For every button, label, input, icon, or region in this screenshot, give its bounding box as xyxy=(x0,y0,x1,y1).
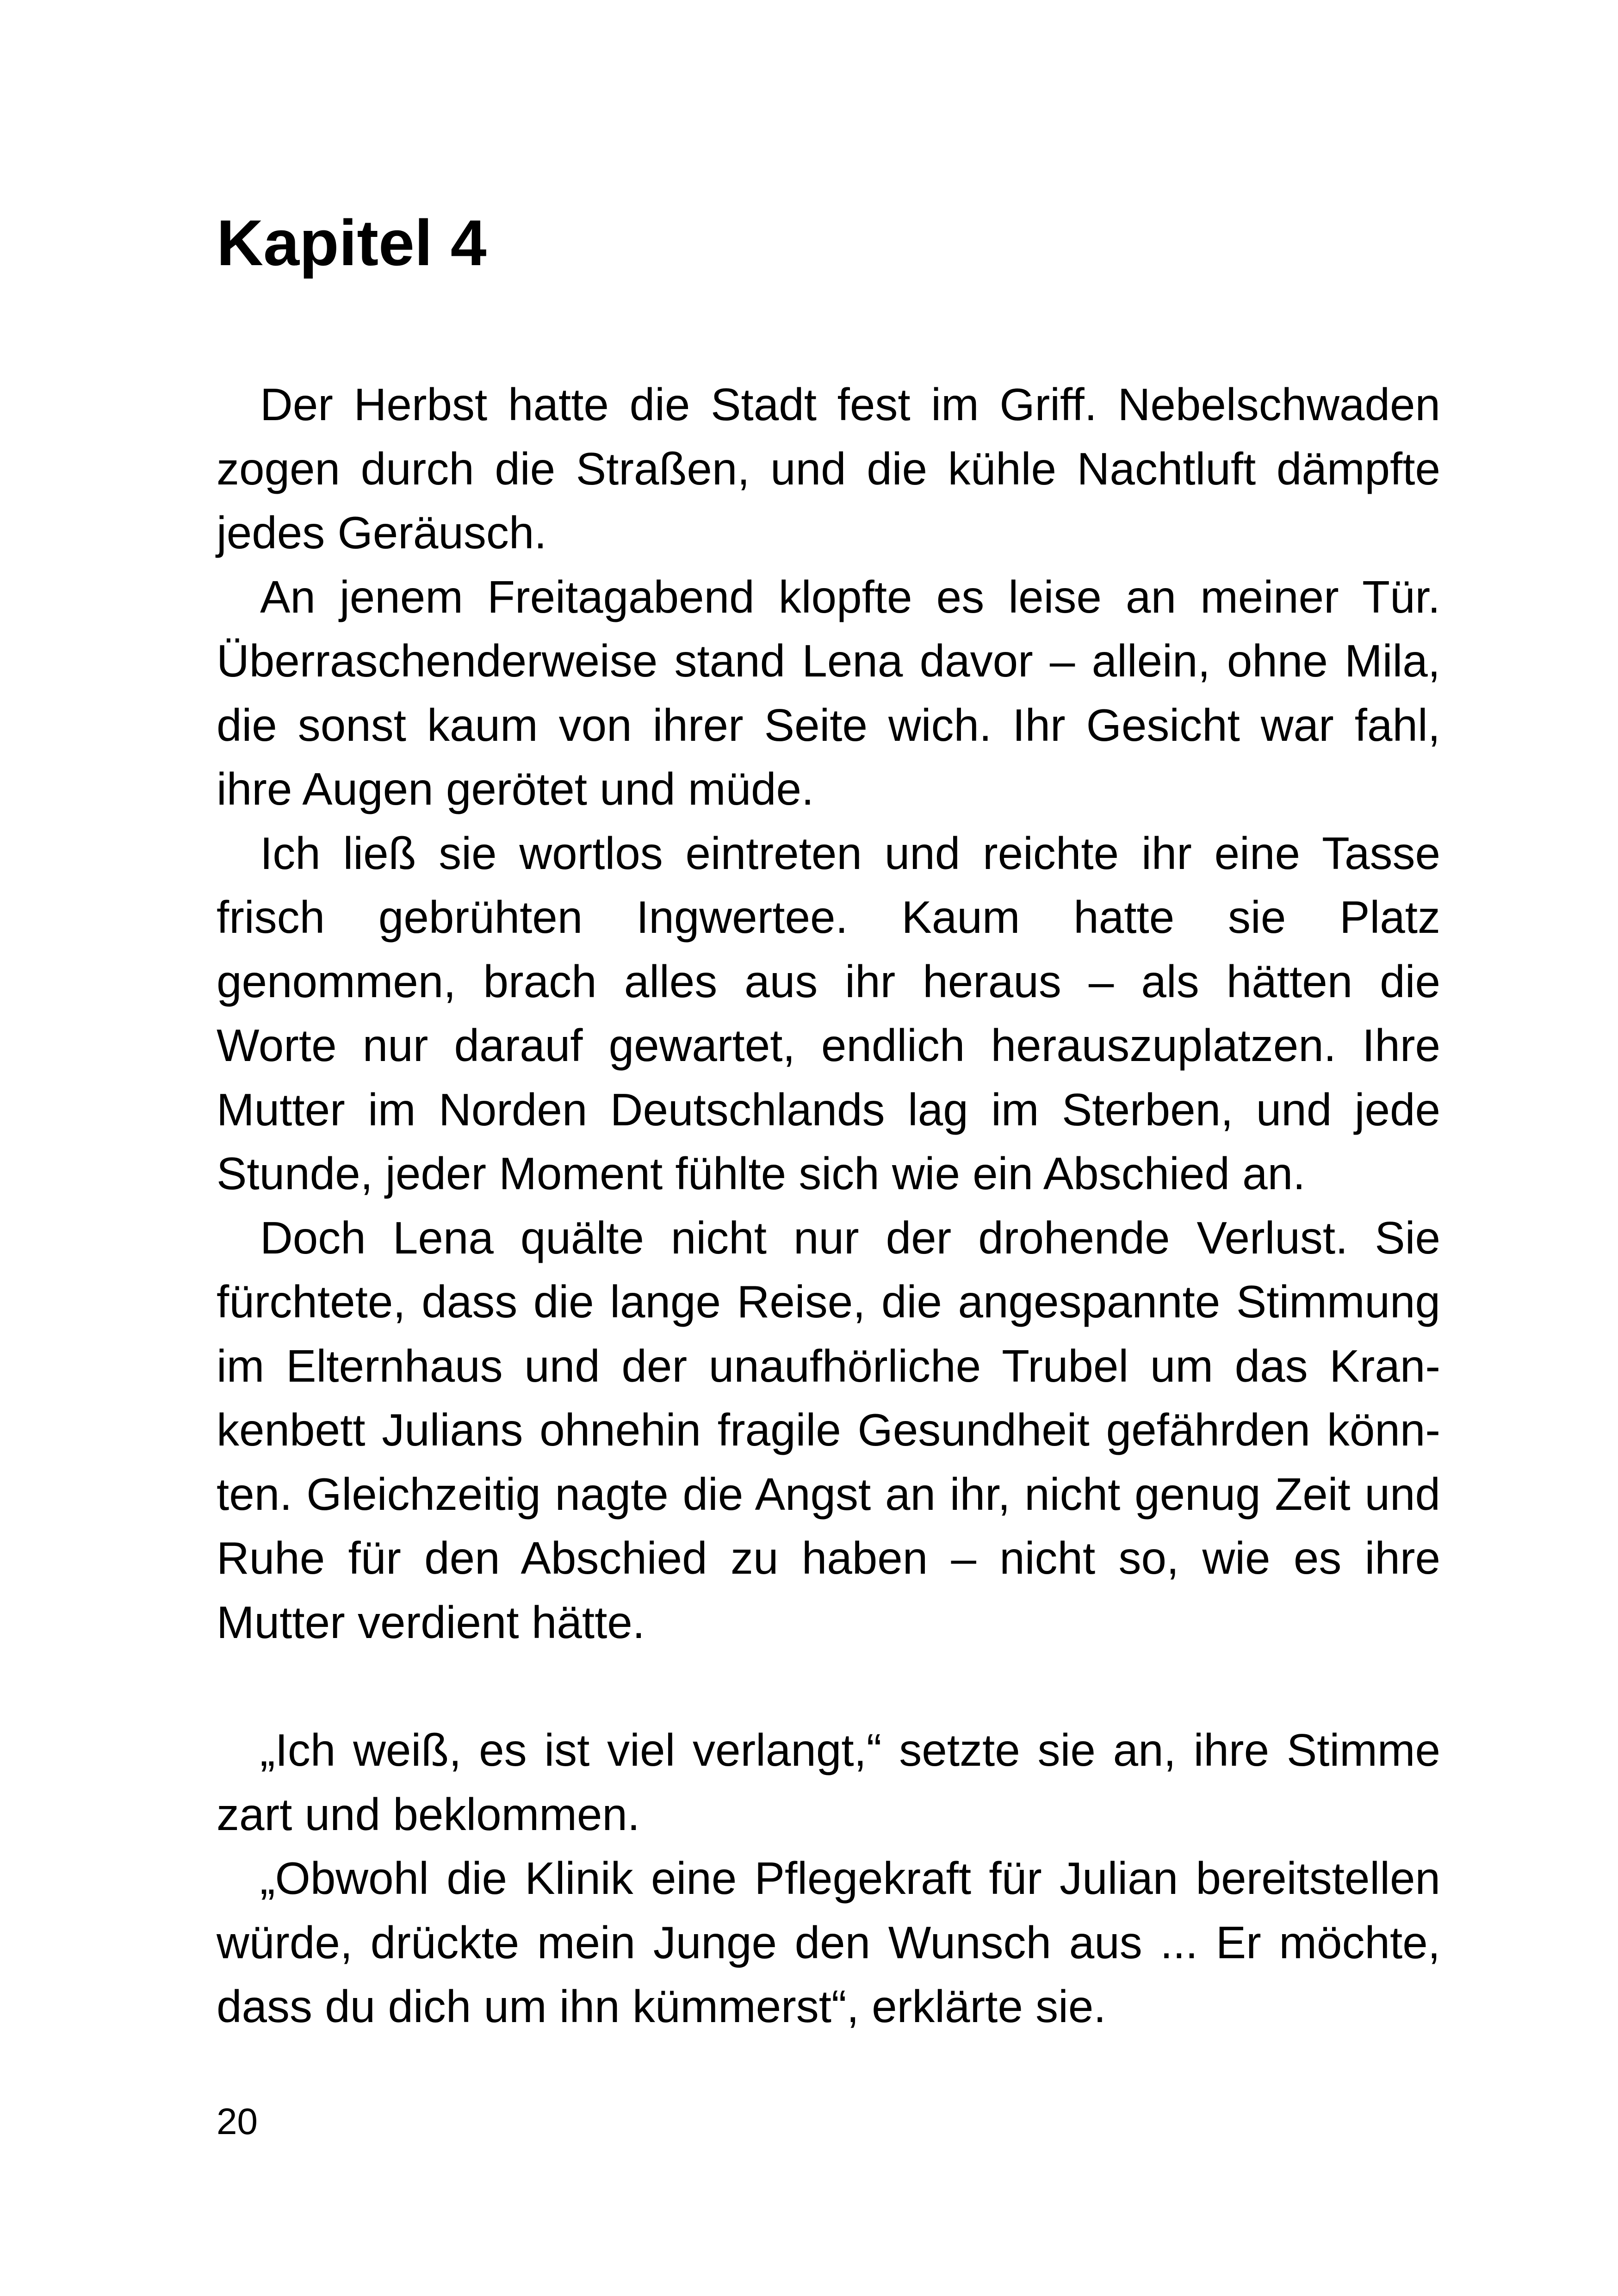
paragraph: An jenem Freitagabend klopfte es leise an meiner Tür. Überraschenderweise stand Lena davor – allein, ohne Mila, die sonst kaum von ihrer Seite wich. Ihr Gesicht war fahl, ihre Augen gerötet und müde. xyxy=(217,571,1440,814)
chapter-body xyxy=(217,372,1440,2039)
page-number: 20 xyxy=(217,2101,258,2142)
paragraph: „Ich weiß, es ist viel verlangt,“ setzte sie an, ihre Stimme zart und beklommen. xyxy=(217,1725,1440,1840)
paragraph: Der Herbst hatte die Stadt fest im Griff. Nebelschwaden zogen durch die Straßen, und die kühle Nachtluft dämpfte jedes Geräusch. xyxy=(217,379,1440,558)
paragraph: „Obwohl die Klinik eine Pflegekraft für Julian bereitstellen würde, drückte mein Junge den Wunsch aus ... Er möchte, dass du dich um ihn kümmerst“, erklärte sie. xyxy=(217,1853,1440,2032)
section-break xyxy=(217,1654,1440,1718)
paragraph: Ich ließ sie wortlos eintreten und reichte ihr eine Tasse frisch gebrühten Ingwertee. Kaum hatte sie Platz genommen, brach alles aus ihr heraus – als hätten die Worte nur darauf gewartet, endlich herauszuplatzen. Ihre Mutter im Norden Deutschlands lag im Sterben, und jede Stunde, jeder Moment fühlte sich wie ein Abschied an. xyxy=(217,827,1440,1199)
chapter-title: Kapitel 4 xyxy=(217,206,487,279)
paragraph: Doch Lena quälte nicht nur der drohende Verlust. Sie fürchtete, dass die lange Reise, die angespannte Stimmung im Elternhaus und der unaufhörliche Trubel um das Krankenbett Julians ohnehin fragile Gesundheit gefährden könnten. Gleichzeitig nagte die Angst an ihr, nicht genug Zeit und Ruhe für den Abschied zu haben – nicht so, wie es ihre Mutter verdient hätte. xyxy=(217,1212,1440,1648)
